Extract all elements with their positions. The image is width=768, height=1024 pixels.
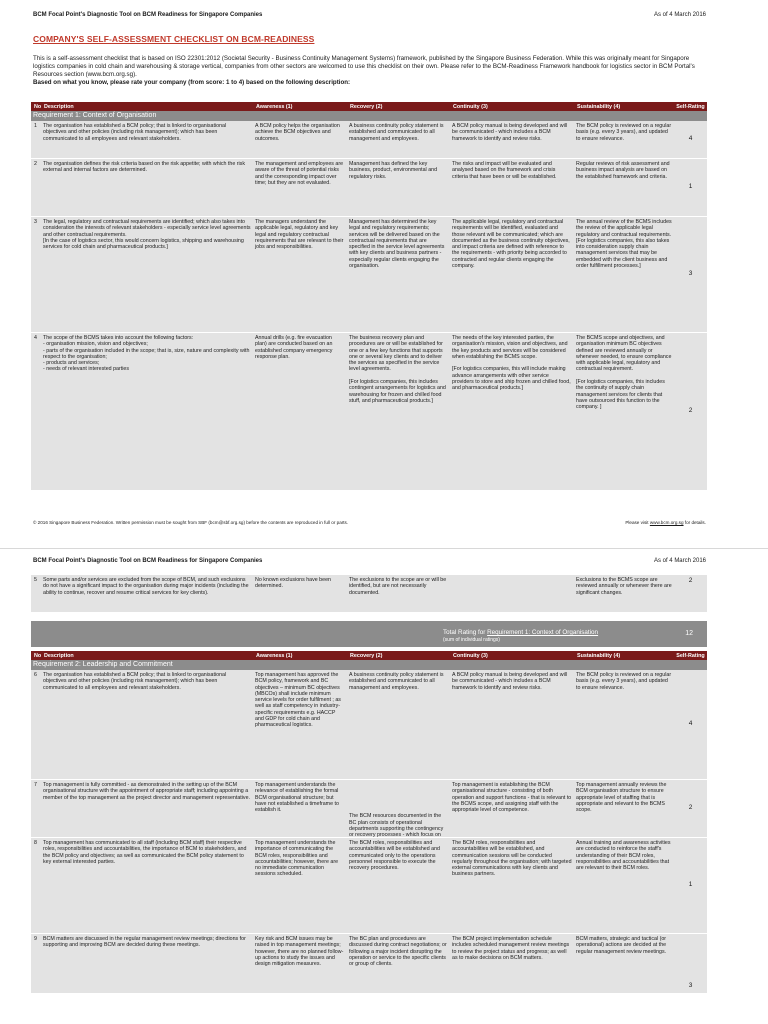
- row-number: 6: [34, 672, 37, 678]
- col-no: No: [34, 103, 42, 110]
- total-rating-bar: [31, 621, 707, 647]
- table-row: [31, 217, 707, 333]
- col-continuity: Continuity (3): [453, 652, 488, 659]
- table-row: [31, 780, 707, 838]
- row-description: The legal, regulatory and contractual requirements are identified; which also takes into consideration the interests of relevant stakeholders - especially service level agreements and other contractual requirements. [In the case of logistics sector, this would concern logistics, shipping and warehousing services for cold chain and pharmaceutical products.]: [43, 219, 251, 251]
- row-recovery: Management has determined the key legal and regulatory requirements; services will be delivered based on the contractual requirements that are specified in the service level agreements with key clients and business partners - especially regular clients engaging the organisation.: [349, 219, 445, 270]
- row-sustainability: Exclusions to the BCMS scope are reviewed annually or whenever there are significant changes.: [576, 577, 672, 596]
- self-rating-cell[interactable]: 4: [688, 720, 693, 728]
- total-rating-requirement: Requirement 1: Context of Organisation: [487, 629, 599, 636]
- row-number: 7: [34, 782, 37, 788]
- col-awareness: Awareness (1): [256, 652, 293, 659]
- intro-instruction: Based on what you know, please rate your company (from score: 1 to 4) based on the following description:: [33, 79, 351, 86]
- row-number: 3: [34, 219, 37, 225]
- requirement-heading: Requirement 2: Leadership and Commitment: [31, 660, 707, 670]
- row-number: 5: [34, 577, 37, 583]
- row-continuity: The risks and impact will be evaluated and analysed based on the framework and crisis criteria that have been or will be established.: [452, 161, 557, 180]
- row-awareness: The management and employees are aware of the threat of potential risks and the corresponding impact over time; but they are not evaluated.: [255, 161, 344, 186]
- header-date: As of 4 March 2016: [653, 558, 706, 564]
- row-recovery: The business recovery plan and procedures are or will be established for one or a few key functions that supports one or several key clients and to deliver the services as specified in the service level agreements. [For logistics companies, this includes contingent arrangements for logistics and warehousing for frozen and chilled food stuff, and pharmaceutical products.]: [349, 335, 446, 404]
- copyright-notice: © 2016 Singapore Business Federation. Written permission must be sought from SBF (bcm@sbf.org.sg) before the contents are reproduced in full or parts.: [33, 520, 349, 525]
- row-continuity: The needs of the key interested parties, the organisation's mission, vision and objectives, and the key products and services will be considered when establishing the BCMS scope. [For logistics companies, this will include making advance arrangements with other service providers to store and ship frozen and chilled food, and pharmaceutical products.]: [452, 335, 571, 392]
- row-description: Top management is fully committed - as demonstrated in the setting up of the BCM organisational structure with the appointment of appropriate staff; including appointing a member of the top management as the project director and management representative.: [43, 782, 250, 801]
- self-rating-cell[interactable]: 3: [688, 981, 693, 989]
- page-header: [33, 12, 706, 18]
- row-continuity: A BCM policy manual is being developed and will be communicated - which includes a BCM framework to identify and review risks.: [452, 123, 568, 142]
- row-recovery: The BC plan and procedures are discussed during contract negotiations; or following a major incident disrupting the operation or service to the specific clients or group of clients.: [349, 936, 447, 968]
- row-recovery: A business continuity policy statement is established and communicated to all management and employees.: [349, 123, 444, 142]
- checklist-table-continued: [31, 575, 707, 994]
- footer-visit: [625, 520, 706, 525]
- table-row: [31, 934, 707, 994]
- row-awareness: Annual drills (e.g. fire evacuation plan) are conducted based on an established company emergency response plan.: [255, 335, 333, 360]
- row-description: The organisation has established a BCM policy; that is linked to organisational objectives and other policies (including risk management); which has been communicated to all employees and relevant stakeholders.: [43, 672, 227, 691]
- row-description: Some parts and/or services are excluded from the scope of BCM, and such exclusions do not have a significant impact to the organisation during major incidents (including the ability to continue, recover and resume critical services for key clients).: [43, 577, 249, 596]
- row-sustainability: BCM matters, strategic and tactical (or operational) actions are decided at the regular management review meetings.: [576, 936, 667, 955]
- row-recovery: A business continuity policy statement is established and communicated to all management and employees.: [349, 672, 444, 691]
- total-rating-label: [443, 629, 598, 636]
- col-awareness: Awareness (1): [256, 103, 293, 110]
- col-description: Description: [44, 652, 74, 659]
- row-sustainability: Regular reviews of risk assessment and business impact analysis are based on the established framework and criteria.: [576, 161, 670, 180]
- self-rating-cell[interactable]: 3: [688, 270, 693, 278]
- page-header: [33, 558, 706, 564]
- header-date: As of 4 March 2016: [653, 12, 706, 18]
- row-recovery: The BCM resources documented in the BC plan consists of operational departments supporting the contingency or recovery processes - which focus on: [349, 813, 444, 837]
- website-link[interactable]: www.bcm.org.sg: [649, 520, 684, 525]
- total-rating-prefix: Total Rating for: [443, 629, 488, 636]
- document-title: COMPANY'S SELF-ASSESSMENT CHECKLIST ON BCM-READINESS: [33, 34, 315, 44]
- row-recovery: The BCM roles, responsibilities and accountabilities will be established and communicated only to the operations personnel responsible to execute the recovery procedures.: [349, 840, 440, 872]
- row-description: BCM matters are discussed in the regular management review meetings; directions for supporting and improving BCM are decided during these meetings.: [43, 936, 246, 949]
- row-sustainability: The BCMS scope and objectives, and organisation minimum BC objectives defined are reviewed annually or whenever needed, to ensure compliance with applicable legal, regulatory and contractual requirement. [For logistics companies, this includes the continuity of supply chain management services for clients that have outsourced this function to the company. ]: [576, 335, 672, 411]
- col-description: Description: [44, 103, 74, 110]
- intro-text: This is a self-assessment checklist that is based on ISO 22301:2012 (Societal Security - Business Continuity Management Systems) framework, published by the Singapore Business Federation. While this was originally meant for Singapore logistics companies in cold chain and warehousing & storage vertical, companies from other sectors are welcomed to use this checklist on their own. Please refer to the BCM-Readiness Framework handbook for logistics sector in BCM Portal's Resources section (www.bcm.org.sg).: [33, 55, 695, 78]
- self-rating-cell[interactable]: 2: [688, 577, 693, 584]
- header-title: BCM Focal Point's Diagnostic Tool on BCM Readiness for Singapore Companies: [33, 558, 263, 564]
- page-two: [0, 548, 768, 1024]
- row-continuity: The applicable legal, regulatory and contractual requirements will be identified, evaluated and those relevant will be communicated; which are documented as the business continuity objectives, and impact criteria are defined with reference to the requirements - with priority being accorded to contracted and regular clients engaging the company.: [452, 219, 570, 270]
- col-continuity: Continuity (3): [453, 103, 488, 110]
- row-sustainability: The annual review of the BCMS includes the review of the applicable legal regulatory and contractual requirements. [For logistics companies, this also takes into consideration supply chain management services that may be embedded with the client business and order fulfillment processes.]: [576, 219, 672, 270]
- col-recovery: Recovery (2): [350, 103, 383, 110]
- row-sustainability: Annual training and awareness activities are conducted to reinforce the staff's understanding of their BCM roles, responsibilities and accountabilities that are relevant to their BCM roles.: [576, 840, 671, 872]
- row-awareness: The managers understand the applicable legal, regulatory and key legal and regulatory contractual requirements that are relevant to their jobs and responsibilities.: [255, 219, 344, 251]
- col-no: No: [34, 652, 42, 659]
- self-rating-cell[interactable]: 2: [688, 407, 693, 415]
- intro-paragraph: [33, 55, 703, 87]
- row-description: The organisation defines the risk criteria based on the risk appetite; with which the risk external and internal factors are determined.: [43, 161, 245, 174]
- col-self-rating: Self-Rating: [676, 652, 705, 659]
- row-awareness: A BCM policy helps the organisation achieve the BCM objectives and outcomes.: [255, 123, 340, 142]
- col-self-rating: Self-Rating: [676, 103, 705, 110]
- row-description: The organisation has established a BCM policy; that is linked to organisational objectives and other policies (including risk management); which has been communicated to all employees and relevant stakeholders.: [43, 123, 227, 142]
- row-awareness: No known exclusions have been determined.: [255, 577, 331, 590]
- page-footer: [33, 520, 706, 525]
- row-sustainability: Top management annually reviews the BCM organisation structure to ensure appropriate level of staffing that is appropriate and relevant to the BCMS scope.: [576, 782, 667, 814]
- footer-visit-prefix: Please visit: [625, 520, 650, 525]
- col-recovery: Recovery (2): [350, 652, 383, 659]
- row-description: Top management has communicated to all staff (including BCM staff) their respective roles, responsibilities and accountabilities, the importance of BCM to stakeholders, and the BCM policy and objectives; as well as communicated the BCM policy statement to key external interested parties.: [43, 840, 247, 865]
- row-sustainability: The BCM policy is reviewed on a regular basis (e.g. every 3 years), and updated to ensure relevance.: [576, 672, 672, 691]
- row-awareness: Top management understands the relevance of establishing the formal BCM organisational structure; but have not established a timeframe to establish it.: [255, 782, 339, 814]
- row-awareness: Top management understands the importance of communicating the BCM roles, responsibilities and accountabilities; however, there are no immediate communication sessions scheduled.: [255, 840, 339, 878]
- row-number: 2: [34, 161, 37, 167]
- row-awareness: Top management has approved the BCM policy, framework and BC objectives – minimum BC objectives (MBCOs) shall include minimum service levels for order fulfilment ; as well as staff competency in industry-specific requirements e.g. HACCP and GDP for cold chain and pharmaceutical logistics.: [255, 672, 341, 729]
- row-description: The scope of the BCMS takes into account the following factors: - organisation mission, vision and objectives; - parts of the organisation included in the scope; that is, size, nature and complexity with respect to the organisation; - products and services; - needs of relevant interested parties: [43, 335, 250, 373]
- table-row: [31, 575, 707, 613]
- table-row: [31, 159, 707, 217]
- table-row: [31, 333, 707, 491]
- row-sustainability: The BCM policy is reviewed on a regular basis (e.g. every 3 years), and updated to ensure relevance.: [576, 123, 672, 142]
- total-rating-subtext: (sum of individual ratings): [443, 637, 500, 643]
- row-continuity: The BCM project implementation schedule includes scheduled management review meetings to review the project status and progress; as well as to make decisions on BCM matters.: [452, 936, 570, 961]
- row-continuity: Top management is establishing the BCM organisational structure - consisting of both operation and support functions - that is relevant to the BCMS scope, and assigning staff with the appropriate level of competence.: [452, 782, 572, 814]
- requirement-heading: Requirement 1: Context of Organisation: [31, 111, 707, 121]
- col-sustainability: Sustainability (4): [577, 652, 621, 659]
- row-recovery: Management has defined the key business, product, environmental and regulatory risks.: [349, 161, 438, 180]
- row-continuity: [450, 575, 574, 612]
- col-sustainability: Sustainability (4): [577, 103, 621, 110]
- table-row: [31, 121, 707, 159]
- row-recovery: The exclusions to the scope are or will be identified, but are not necessarily documented.: [349, 577, 447, 596]
- self-rating-cell[interactable]: 1: [688, 183, 693, 191]
- header-title: BCM Focal Point's Diagnostic Tool on BCM Readiness for Singapore Companies: [33, 12, 263, 18]
- table-header: [31, 651, 707, 660]
- self-rating-cell[interactable]: 2: [688, 804, 693, 812]
- total-rating-value: 12: [685, 630, 693, 637]
- table-row: [31, 838, 707, 934]
- table-header: [31, 102, 707, 111]
- row-awareness: Key risk and BCM issues may be raised in top management meetings; however, there are no planned follow-up actions to study the issues and design mitigation measures.: [255, 936, 344, 968]
- self-rating-cell[interactable]: 1: [688, 881, 693, 889]
- checklist-table-req1: [31, 102, 707, 491]
- row-number: 8: [34, 840, 37, 846]
- footer-visit-suffix: for details.: [683, 520, 706, 525]
- row-continuity: The BCM roles, responsibilities and accountabilities will be established, and communication sessions will be conducted regularly throughout the organisation; with targeted external communications with key clients and business partners.: [452, 840, 572, 878]
- row-number: 9: [34, 936, 37, 942]
- row-number: 1: [34, 123, 37, 129]
- row-continuity: A BCM policy manual is being developed and will be communicated - which includes a BCM framework to identify and review risks.: [452, 672, 568, 691]
- row-number: 4: [34, 335, 37, 341]
- self-rating-cell[interactable]: 4: [688, 135, 693, 143]
- table-row: [31, 670, 707, 780]
